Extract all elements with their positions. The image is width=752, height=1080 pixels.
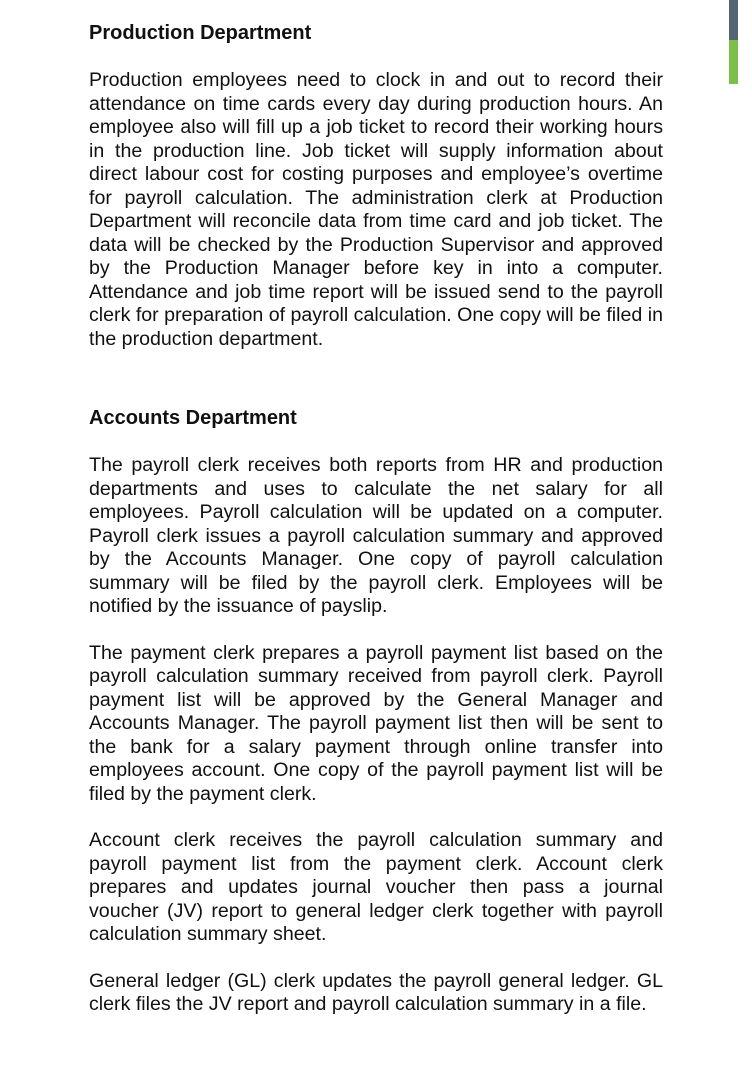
scrollbar-track-segment[interactable] bbox=[729, 0, 738, 40]
accounts-paragraph-gl-clerk: General ledger (GL) clerk updates the payroll general ledger. GL clerk files the JV report and payroll calculation summary in a file. bbox=[89, 969, 663, 1015]
document-page bbox=[89, 20, 663, 1017]
accounts-paragraph-account-clerk: Account clerk receives the payroll calculation summary and payroll payment list from the payment clerk. Account clerk prepares and updates journal voucher then pass a journal voucher (JV) report to general ledger clerk together with payroll calculation summary sheet. bbox=[89, 829, 663, 945]
production-department-heading: Production Department bbox=[89, 22, 312, 44]
accounts-paragraph-payroll-clerk: The payroll clerk receives both reports from HR and production departments and uses to calculate the net salary for all employees. Payroll calculation will be updated on a computer. Payroll clerk issues a payroll calculation summary and approved by the Accounts Manager. One copy of payroll calculation summary will be filed by the payroll clerk. Employees will be notified by the issuance of payslip. bbox=[89, 454, 663, 617]
scrollbar-thumb[interactable] bbox=[729, 40, 738, 84]
scrollbar[interactable] bbox=[729, 0, 738, 84]
accounts-department-heading: Accounts Department bbox=[89, 407, 297, 429]
accounts-paragraph-payment-clerk: The payment clerk prepares a payroll payment list based on the payroll calculation summary received from payroll clerk. Payroll payment list will be approved by the General Manager and Accounts Manager. The payroll payment list then will be sent to the bank for a salary payment through online transfer into employees account. One copy of the payroll payment list will be filed by the payment clerk. bbox=[89, 641, 663, 805]
production-paragraph: Production employees need to clock in and out to record their attendance on time cards every day during production hours. An employee also will fill up a job ticket to record their working hours in the production line. Job ticket will supply information about direct labour cost for costing purposes and employee’s overtime for payroll calculation. The administration clerk at Production Department will reconcile data from time card and job ticket. The data will be checked by the Production Supervisor and approved by the Production Manager before key in into a computer. Attendance and job time report will be issued send to the payroll clerk for preparation of payroll calculation. One copy will be filed in the production department. bbox=[89, 69, 663, 350]
